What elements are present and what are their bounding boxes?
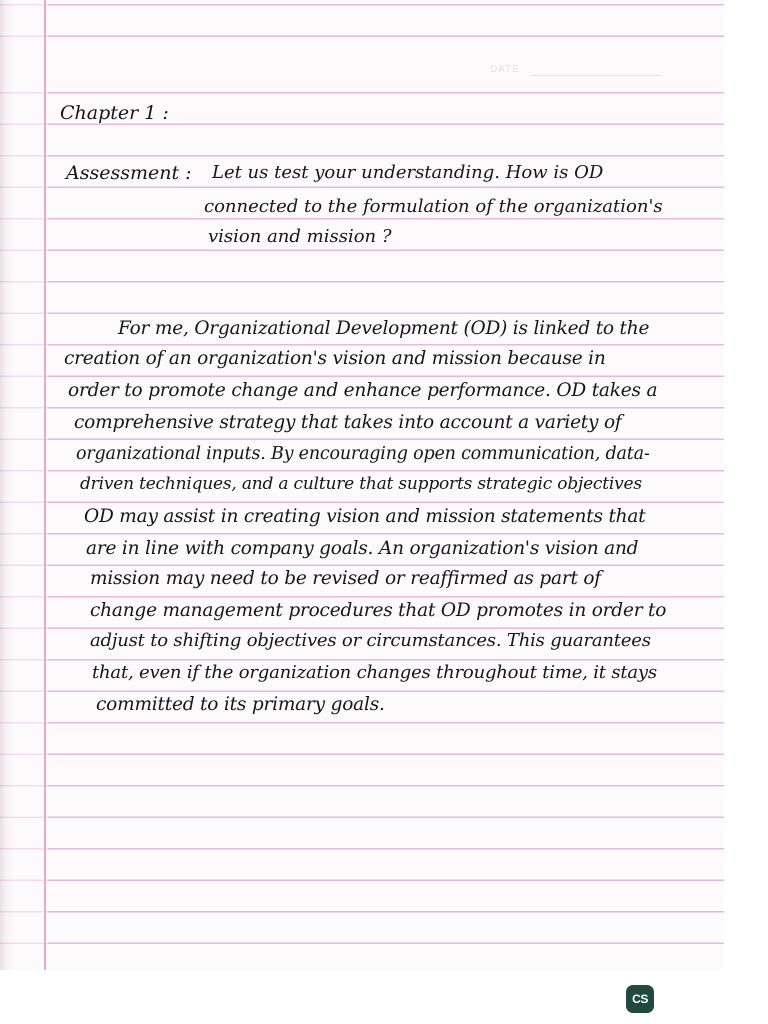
- page-binding-shadow: [0, 0, 48, 970]
- answer-line: committed to its primary goals.: [96, 694, 385, 715]
- question-line: Let us test your understanding. How is OD: [212, 162, 604, 183]
- answer-line: that, even if the organization changes throughout time, it stays: [92, 662, 657, 683]
- camscanner-logo-text: CS: [632, 992, 648, 1006]
- margin-line: [44, 0, 46, 970]
- answer-line: creation of an organization's vision and mission because in: [64, 348, 606, 369]
- answer-line: OD may assist in creating vision and mission statements that: [84, 506, 646, 527]
- answer-line: mission may need to be revised or reaffirmed as part of: [90, 568, 601, 589]
- date-label: DATE: [490, 64, 520, 75]
- answer-line: order to promote change and enhance performance. OD takes a: [68, 380, 658, 401]
- answer-line: change management procedures that OD promotes in order to: [90, 600, 667, 621]
- answer-line: adjust to shifting objectives or circumstances. This guarantees: [90, 630, 651, 651]
- question-line: connected to the formulation of the organization's: [204, 196, 663, 217]
- answer-line: For me, Organizational Development (OD) is linked to the: [118, 318, 650, 339]
- date-underline: [530, 75, 662, 76]
- answer-line: organizational inputs. By encouraging open communication, data-: [76, 444, 650, 464]
- answer-line: driven techniques, and a culture that supports strategic objectives: [80, 474, 642, 494]
- camscanner-logo-icon: [626, 985, 654, 1013]
- answer-line: are in line with company goals. An organization's vision and: [86, 538, 639, 559]
- answer-line: comprehensive strategy that takes into account a variety of: [74, 412, 622, 433]
- assessment-label: Assessment :: [66, 162, 192, 184]
- chapter-title: Chapter 1 :: [60, 102, 169, 124]
- question-line: vision and mission ?: [208, 226, 392, 247]
